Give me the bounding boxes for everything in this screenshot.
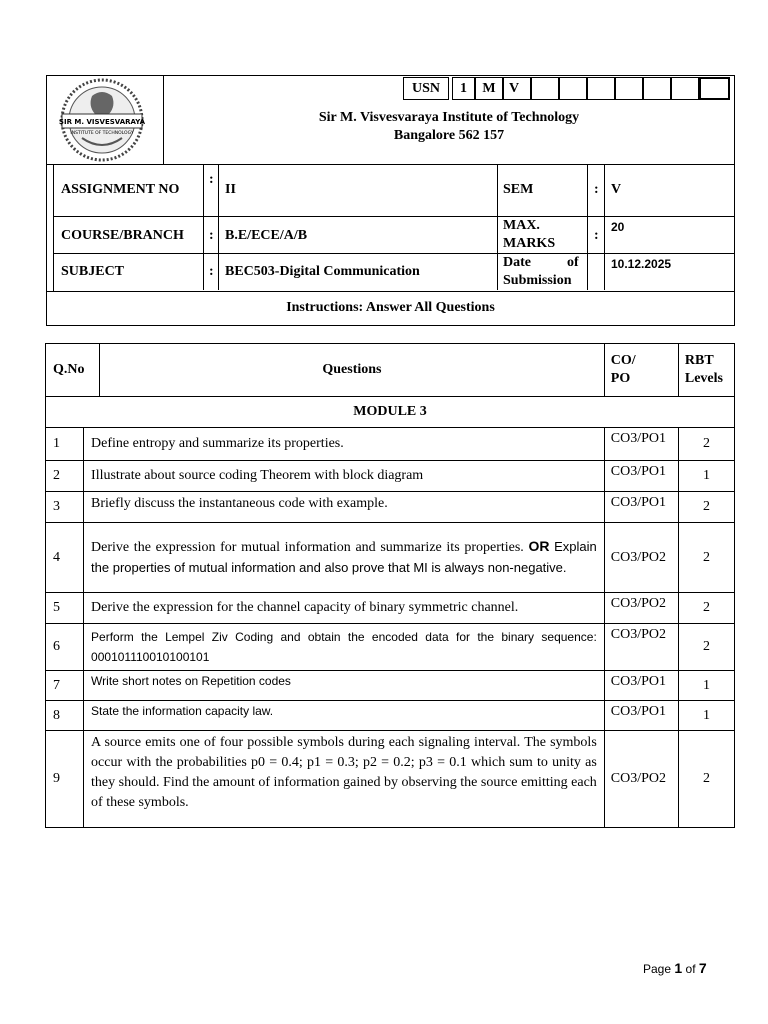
table-row: [46, 523, 735, 593]
module-row: [46, 397, 735, 428]
table-row: [46, 461, 735, 492]
co-po: CO3/PO2: [604, 523, 678, 593]
page-footer: Page 1 of 7: [643, 960, 707, 976]
question-text: Perform the Lempel Ziv Coding and obtain the encoded data for the binary sequence: 000101110010100101: [84, 624, 605, 671]
rbt-level: 2: [678, 731, 734, 828]
instructions: Instructions: Answer All Questions: [286, 300, 495, 315]
assignment-value: II: [225, 182, 236, 197]
table-row: [46, 624, 735, 671]
question-text: State the information capacity law.: [84, 701, 605, 731]
colon: :: [594, 228, 599, 243]
col-rbt: RBT Levels: [678, 344, 734, 397]
rbt-level: 1: [678, 461, 734, 492]
max-marks-label: MAX.: [503, 218, 540, 233]
date-label: Submission: [503, 273, 572, 288]
subject-label: SUBJECT: [61, 264, 125, 279]
institute-logo: [47, 76, 164, 164]
co-po: CO3/PO1: [604, 701, 678, 731]
co-po: CO3/PO1: [604, 461, 678, 492]
table-row: [46, 671, 735, 701]
question-text: Write short notes on Repetition codes: [84, 671, 605, 701]
co-po: CO3/PO2: [604, 731, 678, 828]
question-number: 8: [46, 701, 84, 731]
question-number: 4: [46, 523, 84, 593]
usn-box[interactable]: [559, 77, 587, 100]
question-number: 2: [46, 461, 84, 492]
course-value: B.E/ECE/A/B: [225, 228, 308, 243]
usn-box[interactable]: [587, 77, 615, 100]
assignment-label: ASSIGNMENT NO: [61, 182, 180, 197]
questions-table: [45, 343, 735, 828]
col-questions: Questions: [100, 344, 605, 397]
rbt-level: 2: [678, 492, 734, 523]
usn-label: USN: [403, 77, 449, 100]
rbt-level: 2: [678, 593, 734, 624]
colon: :: [209, 228, 214, 243]
table-row: [46, 428, 735, 461]
rbt-level: 1: [678, 701, 734, 731]
colon: :: [209, 264, 214, 279]
question-text: Derive the expression for the channel capacity of binary symmetric channel.: [84, 593, 605, 624]
co-po: CO3/PO2: [604, 624, 678, 671]
question-number: 9: [46, 731, 84, 828]
question-text: Briefly discuss the instantaneous code with example.: [84, 492, 605, 523]
question-text: Derive the expression for mutual information and summarize its properties. OR Explain the properties of mutual information and also prove that MI is always non-negative.: [84, 523, 605, 593]
table-row: [46, 701, 735, 731]
date-label: Date: [503, 255, 531, 270]
table-row: [46, 731, 735, 828]
sem-label: SEM: [503, 182, 534, 197]
rbt-level: 2: [678, 523, 734, 593]
co-po: CO3/PO1: [604, 671, 678, 701]
usn-box[interactable]: [699, 77, 730, 100]
question-number: 7: [46, 671, 84, 701]
rbt-level: 2: [678, 624, 734, 671]
date-value: 10.12.2025: [611, 257, 672, 271]
rbt-level: 1: [678, 671, 734, 701]
usn-box[interactable]: V: [503, 77, 531, 100]
co-po: CO3/PO1: [604, 428, 678, 461]
institute-address: Bangalore 562 157: [393, 128, 505, 143]
rbt-level: 2: [678, 428, 734, 461]
subject-value: BEC503-Digital Communication: [225, 264, 420, 279]
question-text: Illustrate about source coding Theorem with block diagram: [84, 461, 605, 492]
question-number: 1: [46, 428, 84, 461]
usn-box[interactable]: [643, 77, 671, 100]
question-number: 6: [46, 624, 84, 671]
question-text: Define entropy and summarize its properties.: [84, 428, 605, 461]
usn-box[interactable]: M: [475, 77, 503, 100]
course-label: COURSE/BRANCH: [61, 228, 184, 243]
question-text: A source emits one of four possible symbols during each signaling interval. The symbols occur with the probabilities p0 = 0.4; p1 = 0.3; p2 = 0.2; p3 = 0.1 which sum to unity as they should. Find the amount of information gained by observing the source emitting each of these symbols.: [84, 731, 605, 828]
col-copo: CO/ PO: [604, 344, 678, 397]
institute-name: Sir M. Visvesvaraya Institute of Technology: [318, 110, 580, 125]
colon: :: [594, 182, 599, 197]
usn-box[interactable]: [671, 77, 699, 100]
module-title: MODULE 3: [46, 397, 735, 428]
question-number: 3: [46, 492, 84, 523]
col-qno: Q.No: [46, 344, 100, 397]
table-row: [46, 593, 735, 624]
max-marks-label: MARKS: [503, 236, 556, 251]
question-number: 5: [46, 593, 84, 624]
co-po: CO3/PO1: [604, 492, 678, 523]
table-header-row: [46, 344, 735, 397]
max-marks-value: 20: [611, 220, 625, 234]
usn-box[interactable]: [615, 77, 643, 100]
sem-value: V: [611, 182, 622, 197]
date-label-of: of: [567, 255, 579, 270]
colon: :: [209, 172, 214, 187]
logo-cell: [47, 76, 164, 164]
logo-subtext: INSTITUTE OF TECHNOLOGY: [70, 131, 134, 136]
table-row: [46, 492, 735, 523]
usn-box[interactable]: [531, 77, 559, 100]
co-po: CO3/PO2: [604, 593, 678, 624]
logo-text: SIR M. VISVESVARAYA: [58, 118, 146, 126]
usn-box[interactable]: 1: [452, 77, 475, 100]
